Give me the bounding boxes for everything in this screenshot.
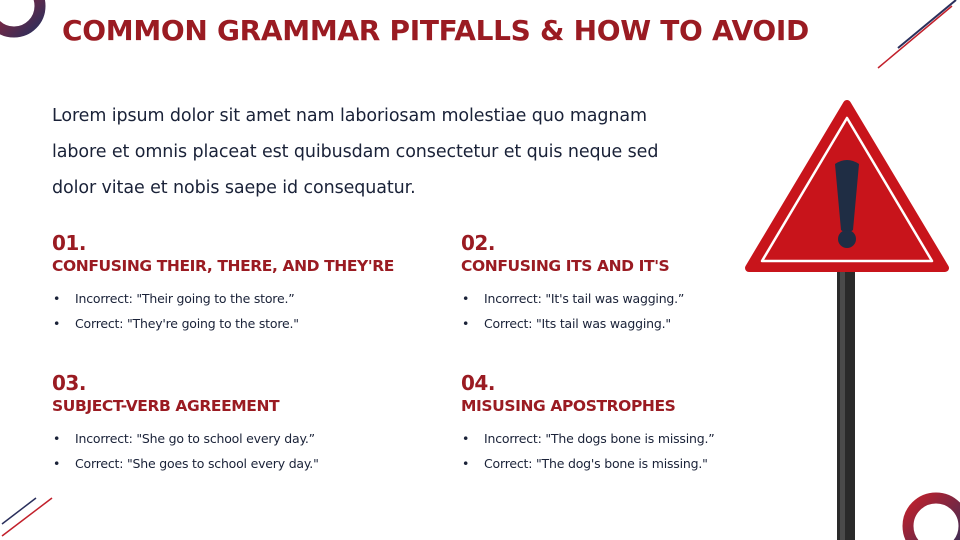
tip-examples <box>52 286 452 336</box>
decorative-lines-bottom-left <box>0 490 70 540</box>
intro-paragraph: Lorem ipsum dolor sit amet nam laboriosam molestiae quo magnam labore et omnis placeat est quibusdam consectetur et quis neque sed dolor vitae et nobis saepe id consequatur. <box>52 106 659 198</box>
slide-title: COMMON GRAMMAR PITFALLS & HOW TO AVOID <box>62 14 809 47</box>
tip-examples <box>52 426 452 476</box>
tip-heading: CONFUSING THEIR, THERE, AND THEY'RE <box>52 257 394 275</box>
incorrect-example: • Incorrect: "The dogs bone is missing.” <box>461 426 861 451</box>
decorative-ring-top-left <box>0 0 70 70</box>
correct-example: • Correct: "The dog's bone is missing." <box>461 451 861 476</box>
tip-number: 02. <box>461 231 495 255</box>
tip-examples <box>461 286 861 336</box>
correct-example: • Correct: "Its tail was wagging." <box>461 311 861 336</box>
correct-example: • Correct: "She goes to school every day." <box>52 451 452 476</box>
correct-example: • Correct: "They're going to the store." <box>52 311 452 336</box>
incorrect-example: • Incorrect: "Their going to the store.” <box>52 286 452 311</box>
tip-heading: CONFUSING ITS AND IT'S <box>461 257 670 275</box>
tip-number: 04. <box>461 371 495 395</box>
tip-card <box>461 371 861 476</box>
tip-card <box>52 371 452 476</box>
tip-examples <box>461 426 861 476</box>
tip-number: 03. <box>52 371 86 395</box>
tip-heading: SUBJECT-VERB AGREEMENT <box>52 397 280 415</box>
incorrect-example: • Incorrect: "It's tail was wagging.” <box>461 286 861 311</box>
tip-number: 01. <box>52 231 86 255</box>
tip-heading: MISUSING APOSTROPHES <box>461 397 676 415</box>
tip-card <box>461 231 861 336</box>
incorrect-example: • Incorrect: "She go to school every day.” <box>52 426 452 451</box>
tip-card <box>52 231 452 336</box>
